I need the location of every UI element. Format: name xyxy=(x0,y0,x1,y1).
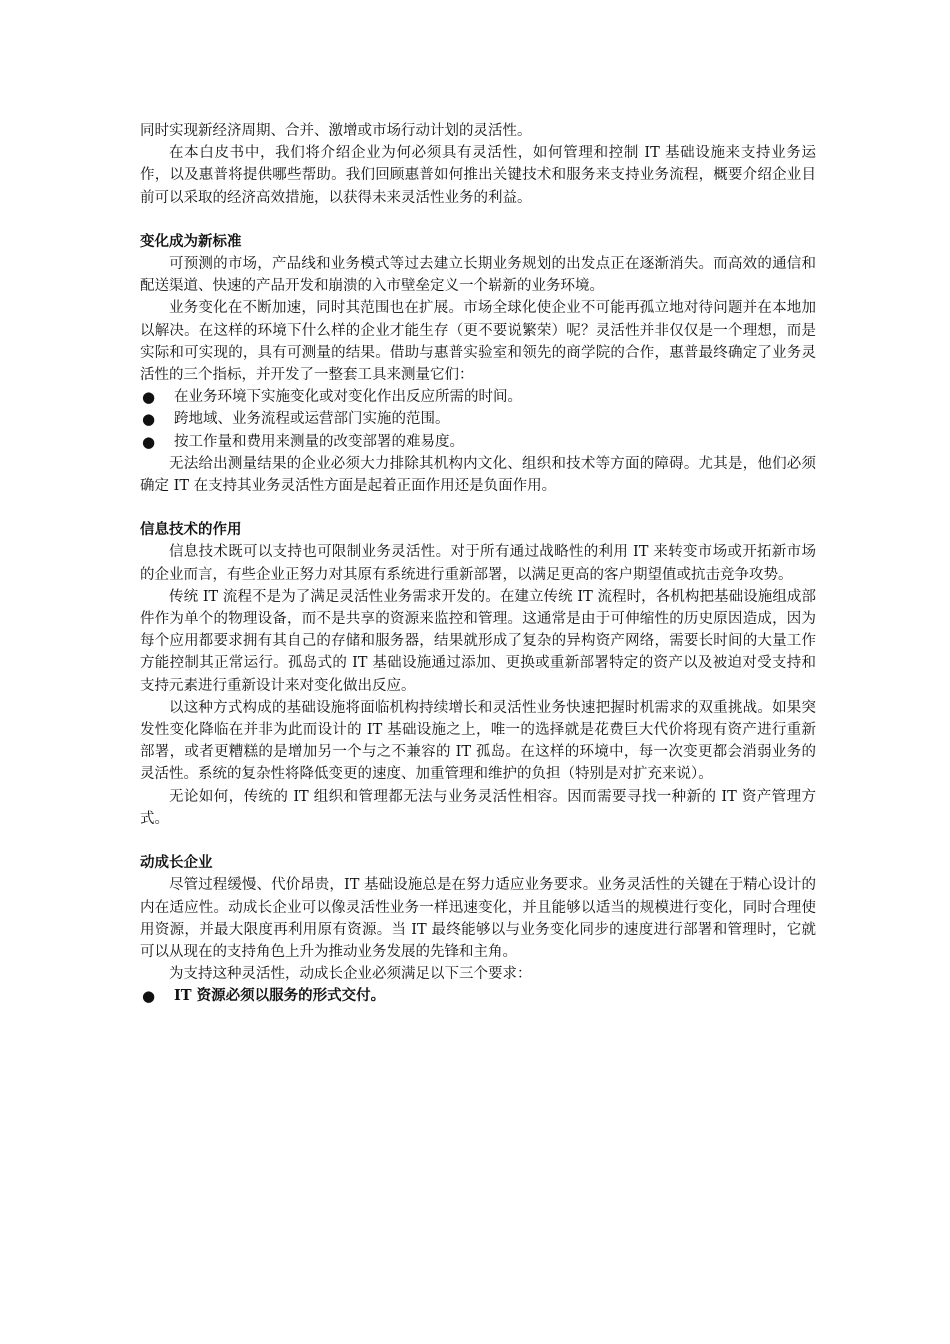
list-item xyxy=(140,431,816,453)
bullet-icon: ● xyxy=(142,410,156,429)
bullet-icon: ● xyxy=(142,987,156,1006)
bullet-icon: ● xyxy=(142,432,156,451)
section3-paragraph-1: 尽管过程缓慢、代价昂贵，IT 基础设施总是在努力适应业务要求。业务灵活性的关键在于精心设计的内在适应性。动成长企业可以像灵活性业务一样迅速变化，并且能够以适当的规模进行变化，同时合理使用资源，并最大限度再利用原有资源。当 IT 最终能够以与业务变化同步的速度进行部署和管理时，它就可以从现在的支持角色上升为推动业务发展的先锋和主角。 xyxy=(140,877,816,960)
section1-paragraph-3: 无法给出测量结果的企业必须大力排除其机构内文化、组织和技术等方面的障碍。尤其是，他们必须确定 IT 在支持其业务灵活性方面是起着正面作用还是负面作用。 xyxy=(140,455,816,495)
section1-paragraph-1: 可预测的市场，产品线和业务模式等过去建立长期业务规划的出发点正在逐渐消失。而高效的通信和配送渠道、快速的产品开发和崩溃的入市壁垒定义一个崭新的业务环境。 xyxy=(140,256,816,295)
requirements-list xyxy=(140,985,816,1007)
section2-paragraph-2: 传统 IT 流程不是为了满足灵活性业务需求开发的。在建立传统 IT 流程时，各机构把基础设施组成部件作为单个的物理设备，而不是共享的资源来监控和管理。这通常是由于可伸缩性的历史原因造成，因为每个应用都要求拥有其自己的存储和服务器，结果就形成了复杂的异构资产网络，需要长时间的大量工作方能控制其正常运行。孤岛式的 IT 基础设施通过添加、更换或重新部署特定的资产以及被迫对受支持和支持元素进行重新设计来对变化做出反应。 xyxy=(140,588,816,694)
section2-paragraph-3: 以这种方式构成的基础设施将面临机构持续增长和灵活性业务快速把握时机需求的双重挑战。如果突发性变化降临在并非为此而设计的 IT 基础设施之上，唯一的选择就是花费巨大代价将现有资产进行重新部署，或者更糟糕的是增加另一个与之不兼容的 IT 孤岛。在这样的环境中，每一次变更都会消弱业务的灵活性。系统的复杂性将降低变更的速度、加重管理和维护的负担（特别是对扩充来说）。 xyxy=(140,699,816,783)
agility-metrics-list xyxy=(140,386,816,453)
section1-paragraph-2: 业务变化在不断加速，同时其范围也在扩展。市场全球化使企业不可能再孤立地对待问题并在本地加以解决。在这样的环境下什么样的企业才能生存（更不要说繁荣）呢？灵活性并非仅仅是一个理想，而是实际和可实现的，具有可测量的结果。借助与惠普实验室和领先的商学院的合作，惠普最终确定了业务灵活性的三个指标，并开发了一整套工具来测量它们： xyxy=(140,300,816,384)
list-item-text: 在业务环境下实施变化或对变化作出反应所需的时间。 xyxy=(174,389,522,406)
intro-paragraph-2: 在本白皮书中，我们将介绍企业为何必须具有灵活性，如何管理和控制 IT 基础设施来支持业务运作，以及惠普将提供哪些帮助。我们回顾惠普如何推出关键技术和服务来支持业务流程，概要介绍企业目前可以采取的经济高效措施，以获得未来灵活性业务的利益。 xyxy=(140,145,816,206)
section3-paragraph-2: 为支持这种灵活性，动成长企业必须满足以下三个要求： xyxy=(169,966,532,983)
list-item-text: IT 资源必须以服务的形式交付。 xyxy=(174,987,386,1005)
section2-paragraph-1: 信息技术既可以支持也可限制业务灵活性。对于所有通过战略性的利用 IT 来转变市场或开拓新市场的企业而言，有些企业正努力对其原有系统进行重新部署，以满足更高的客户期望值或抗击竞争攻势。 xyxy=(140,544,816,583)
document-page xyxy=(140,120,816,1008)
section-heading-change: 变化成为新标准 xyxy=(140,233,242,250)
list-item xyxy=(140,985,816,1007)
list-item xyxy=(140,408,816,430)
list-item xyxy=(140,386,816,408)
section2-paragraph-4: 无论如何，传统的 IT 组织和管理都无法与业务灵活性相容。因而需要寻找一种新的 IT 资产管理方式。 xyxy=(140,788,816,827)
section-heading-dynamic-enterprise: 动成长企业 xyxy=(140,855,213,872)
section-heading-it-role: 信息技术的作用 xyxy=(140,522,242,539)
list-item-text: 跨地域、业务流程或运营部门实施的范围。 xyxy=(174,411,450,428)
intro-paragraph-1: 同时实现新经济周期、合并、激增或市场行动计划的灵活性。 xyxy=(140,123,532,139)
list-item-text: 按工作量和费用来测量的改变部署的难易度。 xyxy=(174,433,464,450)
bullet-icon: ● xyxy=(142,388,156,407)
